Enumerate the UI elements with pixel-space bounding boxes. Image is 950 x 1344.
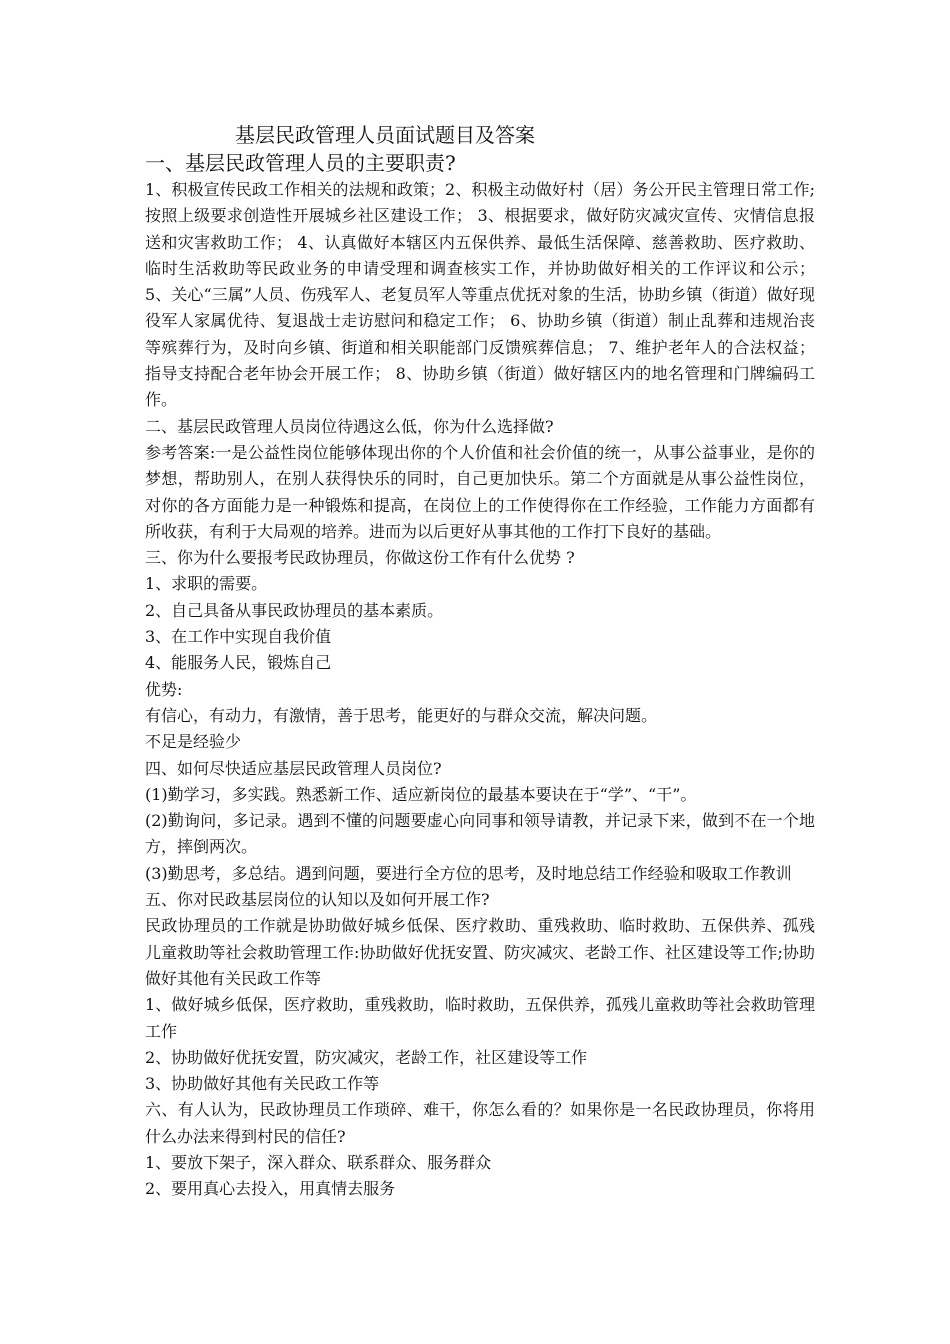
section-2-heading: 二、基层民政管理人员岗位待遇这么低，你为什么选择做? [145,416,554,436]
section-3-heading: 三、你为什么要报考民政协理员，你做这份工作有什么优势 ? [145,548,575,568]
section-6-heading: 六、有人认为，民政协理员工作琐碎、难干，你怎么看的？如果你是一名民政协理员，你将用什么办法来得到村民的信任? [145,1100,815,1146]
section-5-item-3: 3、协助做好其他有关民政工作等 [145,1074,380,1094]
document-title: 基层民政管理人员面试题目及答案 [235,123,535,147]
section-5-item-2: 2、协助做好优抚安置，防灾减灾，老龄工作，社区建设等工作 [145,1047,588,1067]
section-3-item-3: 3、在工作中实现自我价值 [145,627,332,647]
section-6-item-2: 2、要用真心去投入，用真情去服务 [145,1179,396,1199]
section-3-advantage-text: 有信心，有动力，有激情，善于思考，能更好的与群众交流，解决问题。 [145,705,658,725]
section-3-shortcoming: 不足是经验少 [145,732,242,752]
section-6-item-1: 1、要放下架子，深入群众、联系群众、服务群众 [145,1152,492,1172]
section-5-intro: 民政协理员的工作就是协助做好城乡低保、医疗救助、重残救助、临时救助、五保供养、孤残儿童救助等社会救助管理工作:协助做好优抚安置、防灾减灾、老龄工作、社区建设等工作;协助做好其他有关民政工作等 [145,916,815,988]
section-3-item-2: 2、自己具备从事民政协理员的基本素质。 [145,600,444,620]
section-5-heading: 五、你对民政基层岗位的认知以及如何开展工作? [145,890,490,910]
document-content [145,120,815,1203]
section-1-paragraph: 1、积极宣传民政工作相关的法规和政策；2、积极主动做好村（居）务公开民主管理日常工作;按照上级要求创造性开展城乡社区建设工作； 3、根据要求，做好防灾减灾宣传、灾情信息报送和灾害救助工作； 4、认真做好本辖区内五保供养、最低生活保障、慈善救助、医疗救助、临时生活救助等民政业务的申请受理和调查核实工作，并协助做好相关的工作评议和公示； 5、关心“三属”人员、伤残军人、老复员军人等重点优抚对象的生活，协助乡镇（街道）做好现役军人家属优待、复退战士走访慰问和稳定工作； 6、协助乡镇（街道）制止乱葬和违规治丧等殡葬行为，及时向乡镇、街道和相关职能部门反馈殡葬信息； 7、维护老年人的合法权益；指导支持配合老年协会开展工作； 8、协助乡镇（街道）做好辖区内的地名管理和门牌编码工作。 [145,180,815,410]
section-4-item-3: (3)勤思考，多总结。遇到问题，要进行全方位的思考，及时地总结工作经验和吸取工作教训 [145,863,792,883]
section-2-paragraph: 参考答案:一是公益性岗位能够体现出你的个人价值和社会价值的统一，从事公益事业，是你的梦想，帮助别人，在别人获得快乐的同时，自己更加快乐。第二个方面就是从事公益性岗位，对你的各方面能力是一种锻炼和提高，在岗位上的工作使得你在工作经验，工作能力方面都有所收获，有利于大局观的培养。进而为以后更好从事其他的工作打下良好的基础。 [145,442,815,541]
section-3-item-1: 1、求职的需要。 [145,574,268,594]
section-3-item-4: 4、能服务人民，锻炼自己 [145,653,332,673]
section-4-item-1: (1)勤学习，多实践。熟悉新工作、适应新岗位的最基本要诀在于“学”、“干”。 [145,784,697,804]
section-4-heading: 四、如何尽快适应基层民政管理人员岗位? [145,758,442,778]
section-5-item-1: 1、做好城乡低保，医疗救助，重残救助，临时救助，五保供养，孤残儿童救助等社会救助管理工作 [145,995,815,1041]
section-1-heading: 一、基层民政管理人员的主要职责? [145,151,456,175]
section-3-advantage-label: 优势: [145,679,183,699]
section-4-item-2: (2)勤询问，多记录。遇到不懂的问题要虚心向同事和领导请教，并记录下来，做到不在一个地方，摔倒两次。 [145,811,815,857]
